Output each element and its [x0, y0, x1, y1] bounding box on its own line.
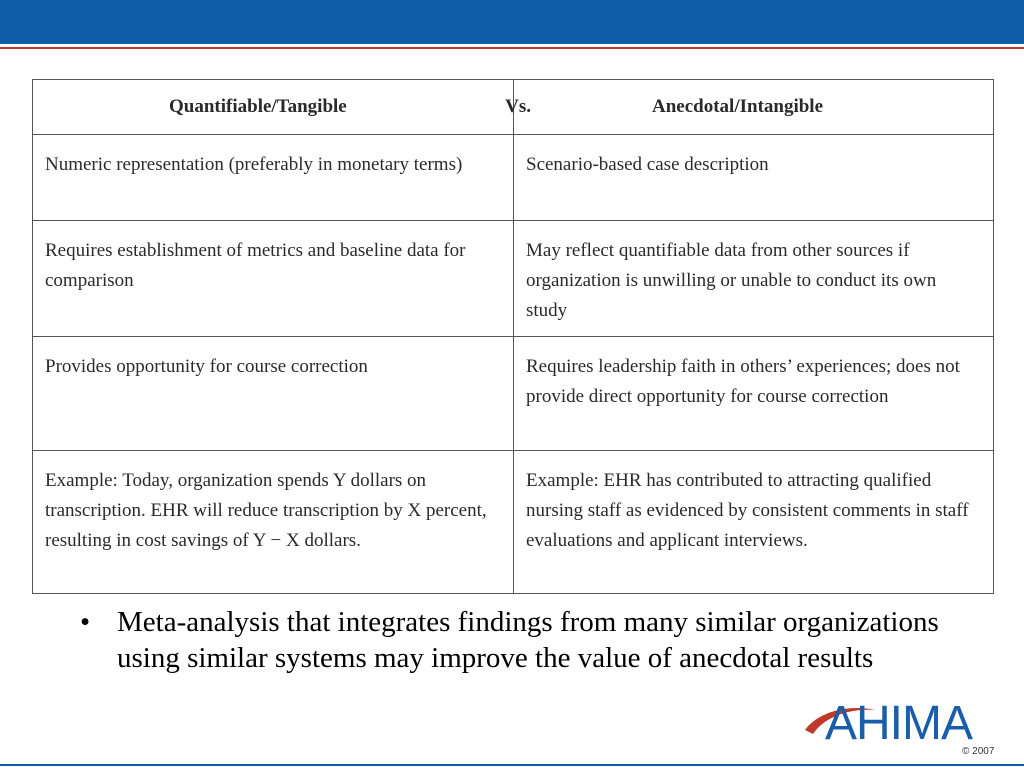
table-cell: Requires establishment of metrics and baseline data for comparison: [33, 221, 514, 337]
table-cell: Provides opportunity for course correction: [33, 337, 514, 451]
header-vs-label: Vs.: [505, 96, 531, 117]
ahima-logo: [803, 697, 998, 750]
header-right-label: Anecdotal/Intangible: [652, 96, 824, 117]
header-rule: [0, 47, 1024, 49]
comparison-table: [32, 79, 994, 594]
copyright-text: © 2007: [962, 746, 995, 757]
table-cell: Requires leadership faith in others’ experiences; does not provide direct opportunity for course correction: [514, 337, 994, 451]
footer-rule: [0, 764, 1024, 766]
header-bar: [0, 0, 1024, 44]
table-row: [33, 451, 994, 594]
logo-text: AHIMA: [825, 697, 973, 750]
table-cell: Scenario-based case description: [514, 135, 994, 221]
header-cell-right: [514, 80, 994, 135]
bullet-text: Meta-analysis that integrates findings from many similar organizations using similar systems may improve the value of anecdotal results: [117, 606, 939, 674]
table-cell: Numeric representation (preferably in monetary terms): [33, 135, 514, 221]
header-cell-left: [33, 80, 531, 135]
table-cell: Example: EHR has contributed to attracting qualified nursing staff as evidenced by consistent comments in staff evaluations and applicant interviews.: [514, 451, 994, 594]
table-cell: Example: Today, organization spends Y dollars on transcription. EHR will reduce transcription by X percent, resulting in cost savings of Y − X dollars.: [33, 451, 514, 594]
bullet-marker: •: [80, 606, 91, 638]
table-row: [33, 135, 994, 221]
table-row: [33, 221, 994, 337]
table-row: [33, 337, 994, 451]
table-cell: May reflect quantifiable data from other sources if organization is unwilling or unable to conduct its own study: [514, 221, 994, 337]
table-header-row: [33, 80, 994, 135]
header-left-label: Quantifiable/Tangible: [169, 96, 347, 117]
comparison-table-container: [32, 79, 993, 587]
